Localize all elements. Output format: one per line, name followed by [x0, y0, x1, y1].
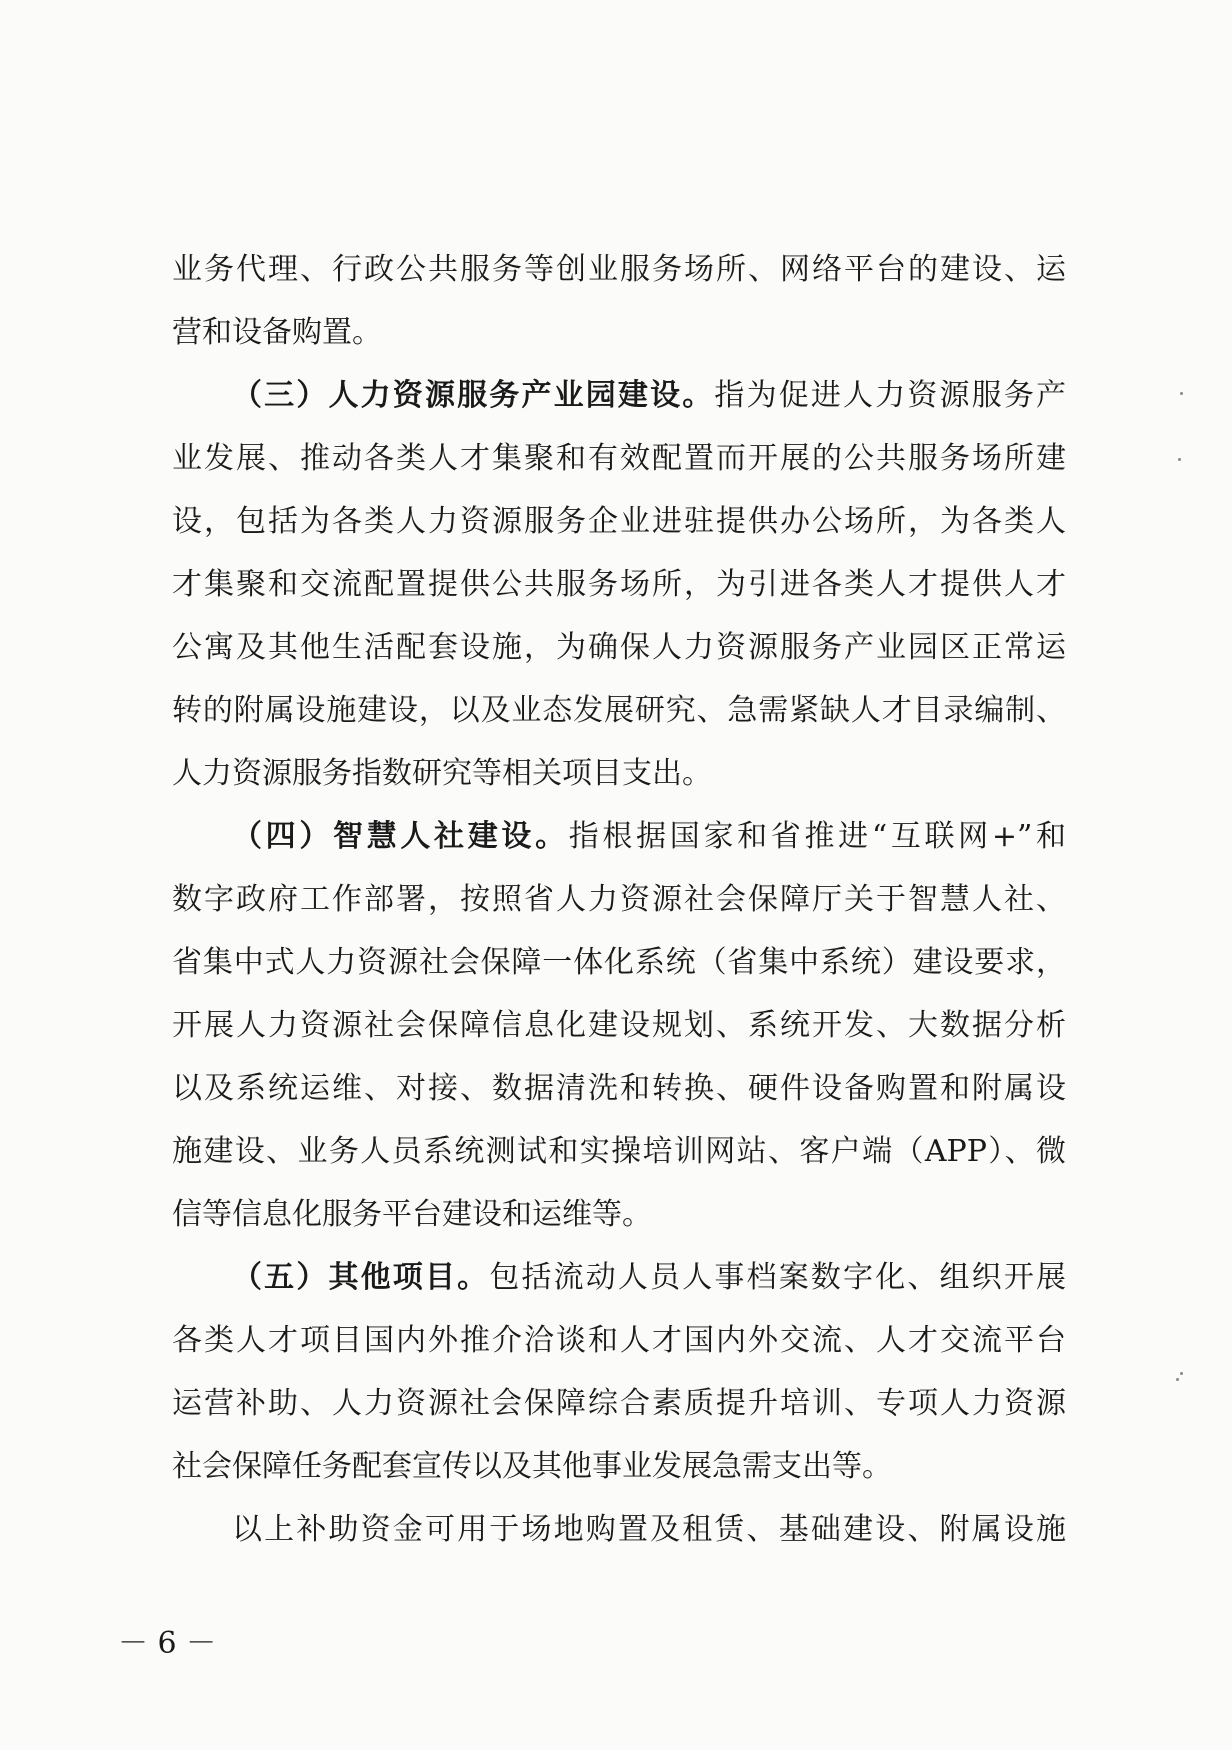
- text-line: 开展人力资源社会保障信息化建设规划、系统开发、大数据分析: [172, 1008, 1066, 1043]
- scan-speck: [1178, 458, 1181, 461]
- text-line: 业发展、推动各类人才集聚和有效配置而开展的公共服务场所建: [172, 441, 1066, 476]
- scan-speck: [1176, 1378, 1179, 1381]
- text-line: 以上补助资金可用于场地购置及租赁、基础建设、附属设施: [232, 1512, 1066, 1547]
- section-heading: （四）智慧人社建设。: [232, 819, 569, 854]
- body-text: [172, 238, 1066, 1561]
- text-line: 设，包括为各类人力资源服务企业进驻提供办公场所，为各类人: [172, 504, 1066, 539]
- section-heading: （五）其他项目。: [232, 1260, 490, 1295]
- page-number: － 6 －: [118, 1626, 217, 1661]
- section-heading-line: [172, 805, 1066, 868]
- text-line: 人力资源服务指数研究等相关项目支出。: [172, 756, 712, 791]
- text-line: 公寓及其他生活配套设施，为确保人力资源服务产业园区正常运: [172, 630, 1066, 665]
- text-line: 数字政府工作部署，按照省人力资源社会保障厅关于智慧人社、: [172, 882, 1066, 917]
- section-heading-line: [172, 1246, 1066, 1309]
- text-line: 信等信息化服务平台建设和运维等。: [172, 1197, 652, 1232]
- section-heading: （三）人力资源服务产业园建设。: [232, 378, 715, 413]
- text-line: 转的附属设施建设，以及业态发展研究、急需紧缺人才目录编制、: [172, 693, 1066, 728]
- text-line: 才集聚和交流配置提供公共服务场所，为引进各类人才提供人才: [172, 567, 1066, 602]
- text-line: 营和设备购置。: [172, 315, 382, 350]
- text-line: 以及系统运维、对接、数据清洗和转换、硬件设备购置和附属设: [172, 1071, 1066, 1106]
- scan-speck: [1180, 1372, 1183, 1375]
- text-line: 业务代理、行政公共服务等创业服务场所、网络平台的建设、运: [172, 252, 1066, 287]
- text-line: 运营补助、人力资源社会保障综合素质提升培训、专项人力资源: [172, 1386, 1066, 1421]
- text-span: 包括流动人员人事档案数字化、组织开展: [489, 1260, 1067, 1295]
- text-span: 指根据国家和省推进“互联网+”和: [568, 819, 1067, 854]
- section-heading-line: [172, 364, 1066, 427]
- text-line: 施建设、业务人员系统测试和实操培训网站、客户端（APP）、微: [172, 1134, 1066, 1169]
- text-line: 各类人才项目国内外推介洽谈和人才国内外交流、人才交流平台: [172, 1323, 1066, 1358]
- text-line: 省集中式人力资源社会保障一体化系统（省集中系统）建设要求，: [172, 945, 1066, 980]
- text-line: 社会保障任务配套宣传以及其他事业发展急需支出等。: [172, 1449, 892, 1484]
- scan-speck: [1180, 392, 1183, 395]
- text-span: 指为促进人力资源服务产: [714, 378, 1067, 413]
